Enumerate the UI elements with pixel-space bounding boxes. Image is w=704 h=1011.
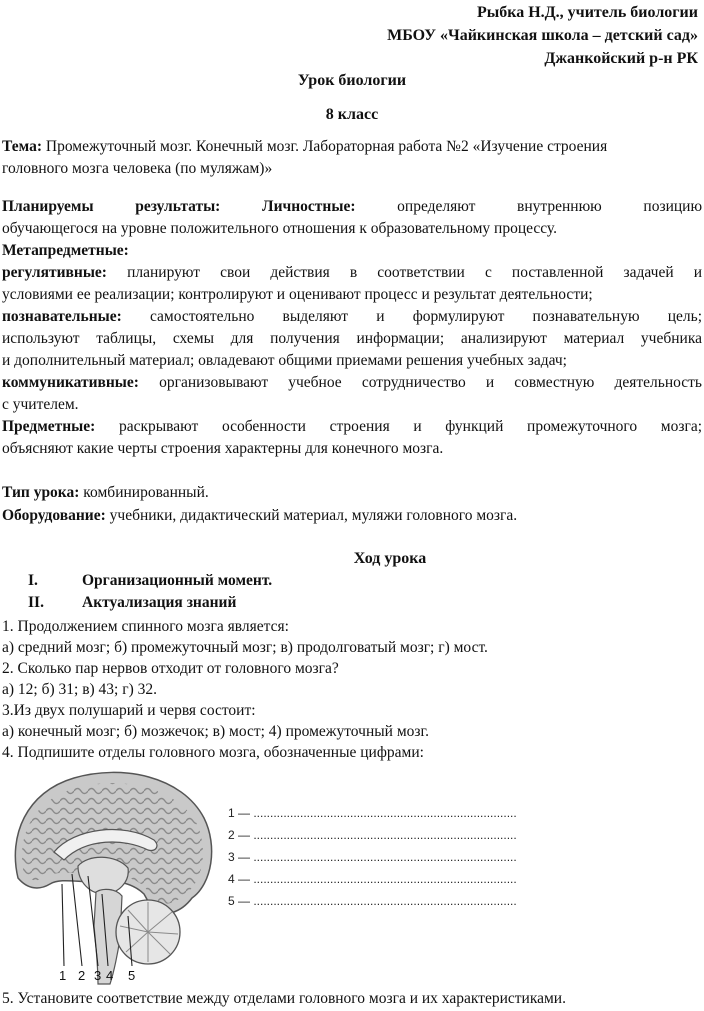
regulatory-text-1: планируют свои действия в соответствии с поставленной задачей и	[127, 264, 703, 281]
answers-3: а) конечный мозг; б) мозжечок; в) мост; 4) промежуточный мозг.	[2, 723, 429, 740]
school-line: МБОУ «Чайкинская школа – детский сад»	[387, 27, 698, 44]
answer-line-2[interactable]: 2 — ...............................................................................	[228, 828, 517, 842]
lesson-type-value: комбинированный.	[83, 484, 209, 501]
subject-line-1	[2, 416, 702, 438]
regulatory-line-1	[2, 262, 702, 284]
cognitive-text-2: используют таблицы, схемы для получения информации; анализируют материал учебника	[2, 330, 702, 347]
lesson-title: Урок биологии	[297, 72, 407, 89]
communicative-label: коммуникативные:	[2, 374, 139, 391]
personal-text-2: обучающегося на уровне положительного отношения к образовательному процессу.	[2, 220, 558, 237]
communicative-line-1	[2, 372, 702, 394]
lesson-grade: 8 класс	[325, 106, 379, 123]
answers-1: а) средний мозг; б) промежуточный мозг; в) продолговатый мозг; г) мост.	[2, 639, 488, 656]
cognitive-text-3: и дополнительный материал; овладевают общими приемами решения учебных задач;	[2, 352, 567, 369]
stage-1-num: I.	[28, 572, 38, 589]
district-line: Джанкойский р-н РК	[544, 50, 698, 67]
stage-2-title: Актуализация знаний	[82, 594, 237, 611]
regulatory-text-2: условиями ее реализации; контролируют и оценивают процесс и результат деятельности;	[2, 286, 593, 303]
brain-section-figure	[4, 766, 218, 988]
course-title: Ход урока	[353, 550, 427, 567]
personal-text-1: определяют внутреннюю позицию	[397, 198, 703, 215]
results-label-1: Планируемы	[2, 198, 94, 215]
regulatory-label: регулятивные:	[2, 264, 107, 281]
figure-label-2: 2	[78, 968, 86, 983]
question-2: 2. Сколько пар нервов отходит от головного мозга?	[2, 660, 339, 677]
equipment-value: учебники, дидактический материал, муляжи головного мозга.	[109, 507, 518, 524]
answer-line-1[interactable]: 1 — ...............................................................................	[228, 806, 517, 820]
personal-label: Личностные:	[262, 198, 356, 215]
topic-line-2: головного мозга человека (по муляжам)»	[2, 160, 273, 177]
figure-label-5: 5	[128, 968, 136, 983]
question-5: 5. Установите соответствие между отделами головного мозга и их характеристиками.	[2, 990, 566, 1007]
diencephalon	[78, 857, 128, 894]
cognitive-text-1: самостоятельно выделяют и формулируют познавательную цель;	[149, 308, 702, 325]
results-block	[2, 196, 702, 460]
cognitive-line-1	[2, 306, 702, 328]
topic-line-1: Промежуточный мозг. Конечный мозг. Лабораторная работа №2 «Изучение строения	[45, 138, 608, 155]
author-line: Рыбка Н.Д., учитель биологии	[476, 4, 698, 21]
subject-text-1: раскрывают особенности строения и функций промежуточного мозга;	[118, 418, 703, 435]
stage-1-title: Организационный момент.	[82, 572, 273, 589]
communicative-text-2: с учителем.	[2, 396, 79, 413]
stage-2-num: II.	[28, 594, 44, 611]
equipment-line	[2, 505, 702, 527]
communicative-text-1: организовывают учебное сотрудничество и совместную деятельность	[159, 374, 702, 391]
lesson-type-label: Тип урока:	[2, 484, 80, 501]
results-line-1	[2, 196, 702, 218]
topic-label: Тема:	[2, 138, 42, 155]
answer-line-4[interactable]: 4 — ...............................................................................	[228, 872, 517, 886]
cognitive-label: познавательные:	[2, 308, 122, 325]
answer-line-5[interactable]: 5 — ...............................................................................	[228, 894, 517, 908]
equipment-label: Оборудование:	[2, 507, 106, 524]
meta-label: Метапредметные:	[2, 242, 129, 259]
subject-text-2: объясняют какие черты строения характерны для конечного мозга.	[2, 440, 444, 457]
figure-label-4: 4	[106, 968, 114, 983]
results-label-2: результаты:	[135, 198, 221, 215]
question-3: 3.Из двух полушарий и червя состоит:	[2, 702, 256, 719]
question-4: 4. Подпишите отделы головного мозга, обозначенные цифрами:	[2, 744, 424, 761]
figure-label-3: 3	[94, 968, 102, 983]
question-1: 1. Продолжением спинного мозга является:	[2, 618, 289, 635]
answer-line-3[interactable]: 3 — ...............................................................................	[228, 850, 517, 864]
subject-label: Предметные:	[2, 418, 96, 435]
topic-block	[2, 136, 702, 180]
lesson-type-line	[2, 482, 702, 504]
answers-2: а) 12; б) 31; в) 43; г) 32.	[2, 681, 158, 698]
figure-label-1: 1	[59, 968, 67, 983]
